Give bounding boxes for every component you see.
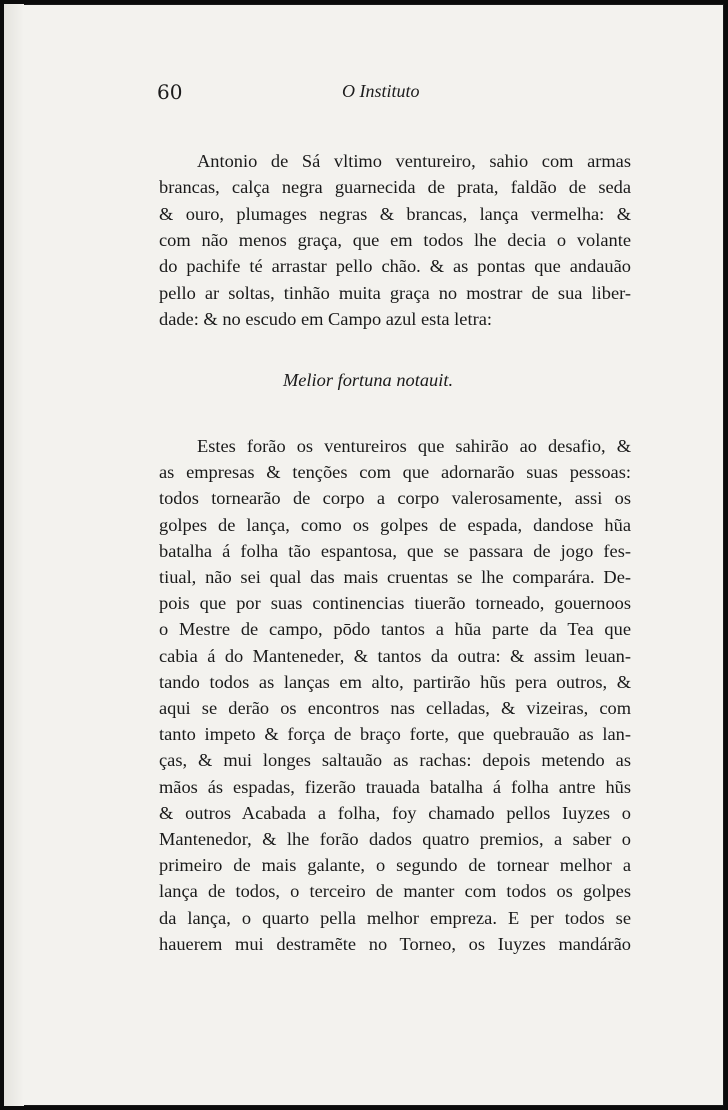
text-line: da lança, o quarto pella melhor empreza. E per todos se <box>159 907 631 928</box>
text-line: aqui se derão os encontros nas celladas, & vizeiras, com <box>159 698 631 719</box>
text-line: ças, & mui longes saltauão as rachas: depois metendo as <box>159 750 631 771</box>
page-edge-shadow <box>4 4 24 1106</box>
text-line: as empresas & tenções com que adornarão suas pessoas: <box>159 462 631 483</box>
text-line: Antonio de Sá vltimo ventureiro, sahio com armas <box>197 151 631 171</box>
motto: Melior fortuna notauit. <box>282 370 454 390</box>
text-line: tiual, não sei qual das mais cruentas se lhe comparára. De- <box>159 567 631 588</box>
text-line: tando todos as lanças em alto, partirão hũs pera outros, & <box>159 671 631 692</box>
running-title: O Instituto <box>342 81 420 101</box>
text-line: & outros Acabada a folha, foy chamado pellos Iuyzes o <box>159 802 631 823</box>
text-line: o Mestre de campo, pōdo tantos a hũa parte da Tea que <box>159 619 631 640</box>
text-line: primeiro de mais galante, o segundo de tornear melhor a <box>159 855 631 876</box>
text-line: pello ar soltas, tinhão muita graça no mostrar de sua liber- <box>159 282 631 303</box>
text-line: golpes de lança, como os golpes de espada, dandose hũa <box>159 514 631 535</box>
page-number: 60 <box>157 80 183 104</box>
text-line: todos tornearão de corpo a corpo valerosamente, assi os <box>159 488 631 509</box>
text-line: dade: & no escudo em Campo azul esta letra: <box>159 309 492 330</box>
paragraph-2 <box>159 433 631 957</box>
text-line: hauerem mui destramẽte no Torneo, os Iuyzes mandárão <box>159 933 631 954</box>
paragraph-1 <box>159 148 631 332</box>
text-line: lança de todos, o terceiro de manter com todos os golpes <box>159 881 631 902</box>
text-line: Estes forão os ventureiros que sahirão ao desafio, & <box>197 436 631 456</box>
text-line: mãos ás espadas, fizerão trauada batalha á folha antre hũs <box>159 776 631 797</box>
text-line: com não menos graça, que em todos lhe decia o volante <box>159 230 631 251</box>
text-line: brancas, calça negra guarnecida de prata, faldão de seda <box>159 177 631 198</box>
text-line: Mantenedor, & lhe forão dados quatro premios, a saber o <box>159 829 631 850</box>
text-line: pois que por suas continencias tiuerão torneado, gouernoos <box>159 593 631 614</box>
text-line: & ouro, plumages negras & brancas, lança vermelha: & <box>159 203 631 224</box>
text-line: cabia á do Manteneder, & tantos da outra: & assim leuan- <box>159 645 631 666</box>
text-line: batalha á folha tão espantosa, que se passara de jogo fes- <box>159 540 631 561</box>
text-line: tanto impeto & força de braço forte, que quebrauão as lan- <box>159 724 631 745</box>
text-line: do pachife té arrastar pello chão. & as pontas que andauão <box>159 256 631 277</box>
page-header <box>4 80 724 106</box>
book-page <box>4 4 724 1106</box>
